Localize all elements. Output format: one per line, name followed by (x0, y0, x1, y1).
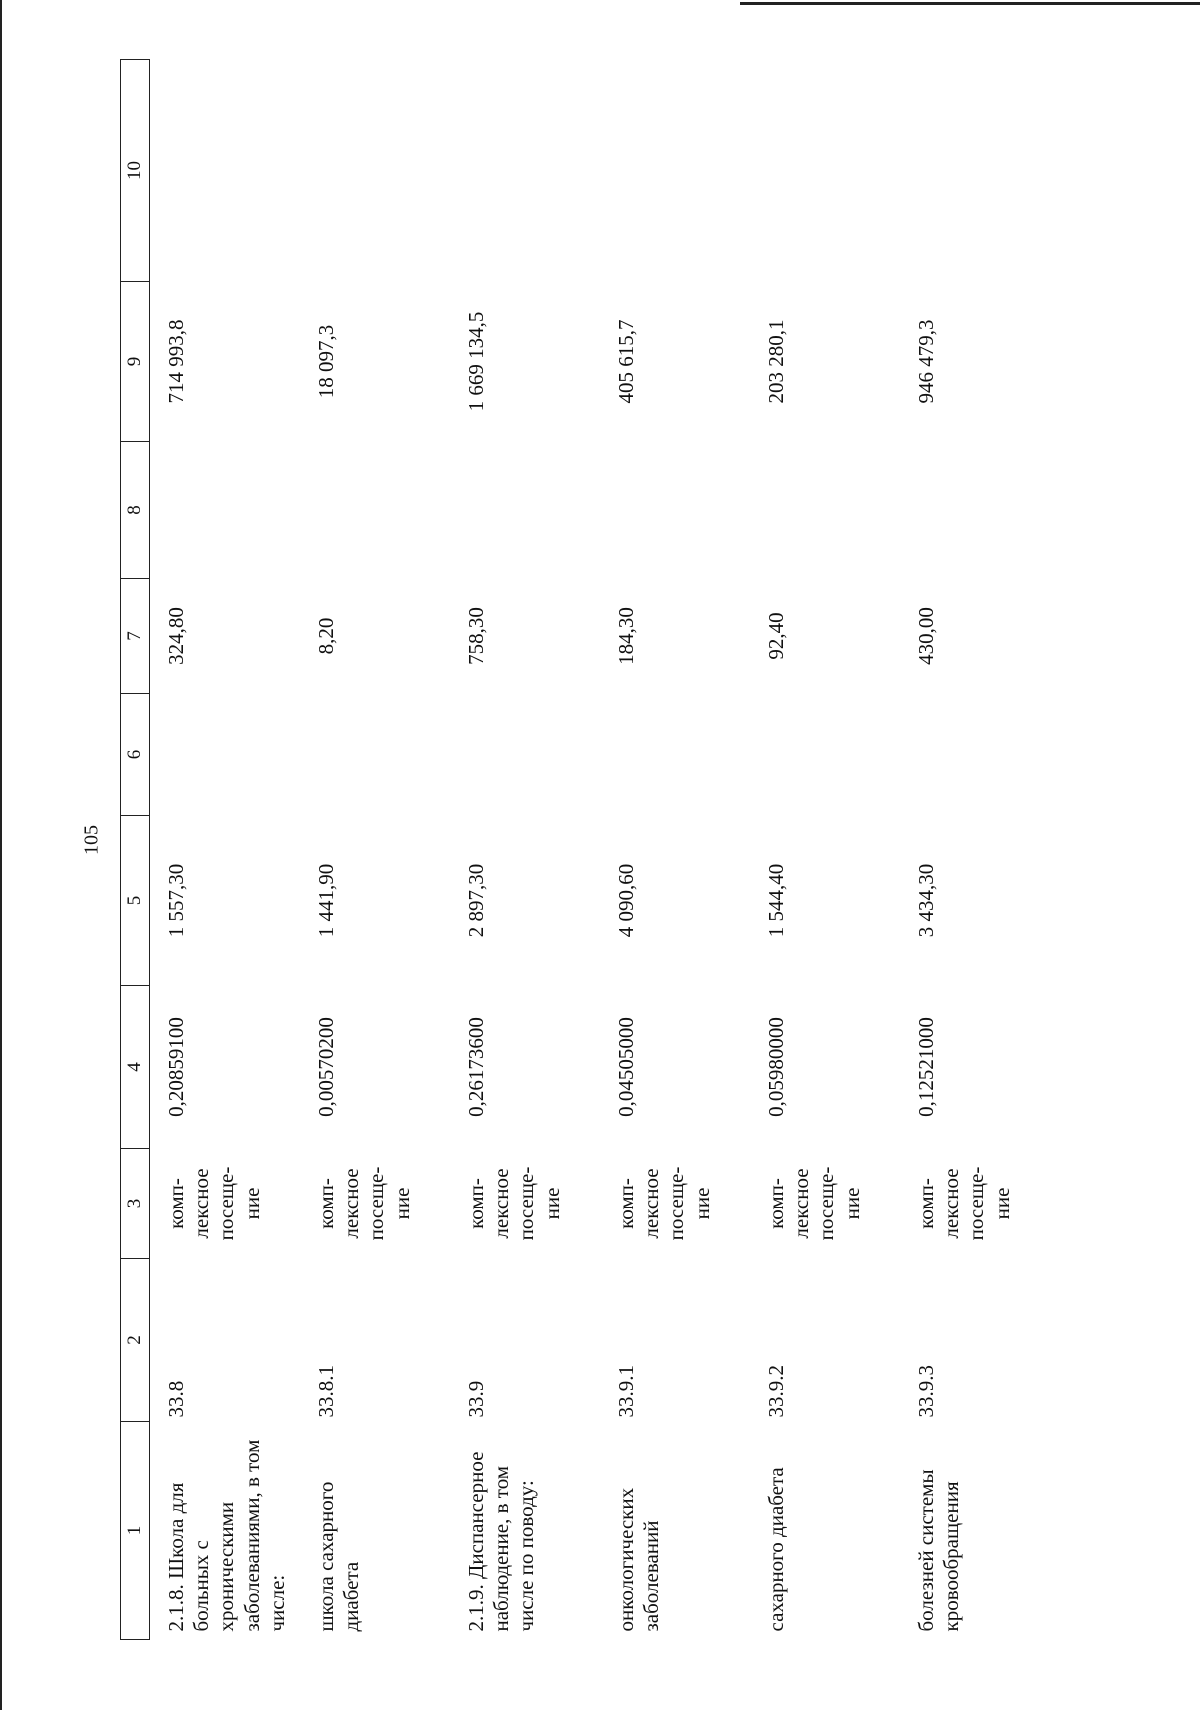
column-header-3: 3 (121, 1149, 150, 1259)
row-col7-value: 92,40 (764, 612, 788, 660)
scan-edge-mark-left (0, 0, 2, 1710)
column-header-10: 10 (121, 60, 150, 282)
table-header (121, 60, 150, 1640)
row-unit: комп-лексное посеще-ние (464, 1166, 564, 1241)
column-header-2: 2 (121, 1259, 150, 1422)
table-row (456, 60, 606, 1640)
row-col10-value (606, 60, 756, 282)
row-unit: комп-лексное посеще-ние (164, 1166, 264, 1241)
row-col9-value: 714 993,8 (164, 319, 188, 404)
data-table (120, 59, 1056, 1640)
row-col8-value (756, 442, 906, 579)
row-col8-value (150, 442, 307, 579)
row-col6-value (150, 694, 307, 816)
row-col10-value (306, 60, 456, 282)
header-row (121, 60, 150, 1640)
row-col9-value: 203 280,1 (764, 319, 788, 404)
table-row (306, 60, 456, 1640)
row-col7-value: 8,20 (314, 617, 338, 655)
row-col6-value (306, 694, 456, 816)
row-label: 2.1.8. Школа для больных с хроническими заболеваниями, в том числе: (164, 1439, 289, 1632)
row-code: 33.8.1 (314, 1365, 338, 1418)
row-unit: комп-лексное посеще-ние (914, 1166, 1014, 1241)
row-col7-value: 758,30 (464, 607, 488, 665)
row-col4-value: 0,20859100 (164, 1017, 188, 1117)
row-col5-value: 3 434,30 (914, 863, 938, 938)
row-code: 33.9 (464, 1380, 488, 1418)
row-col6-value (756, 694, 906, 816)
row-col4-value: 0,04505000 (614, 1017, 638, 1117)
column-header-6: 6 (121, 694, 150, 816)
row-col8-value (306, 442, 456, 579)
row-col4-value: 0,26173600 (464, 1017, 488, 1117)
row-col7-value: 430,00 (914, 607, 938, 665)
row-code: 33.8 (164, 1380, 188, 1418)
row-label: 2.1.9. Диспансерное наблюдение, в том числе по поводу: (464, 1451, 539, 1632)
row-unit: комп-лексное посеще-ние (614, 1166, 714, 1241)
row-label: болезней системы кровообращения (914, 1469, 964, 1632)
row-col6-value (456, 694, 606, 816)
row-label: школа сахарного диабета (314, 1481, 364, 1632)
table-body (150, 60, 1057, 1640)
scan-edge-mark-top-right (740, 2, 1200, 5)
row-col5-value: 1 544,40 (764, 863, 788, 938)
table-row (906, 60, 1056, 1640)
row-col8-value (456, 442, 606, 579)
row-col4-value: 0,12521000 (914, 1017, 938, 1117)
row-col5-value: 1 557,30 (164, 863, 188, 938)
row-col10-value (906, 60, 1056, 282)
table-row (756, 60, 906, 1640)
row-col5-value: 4 090,60 (614, 863, 638, 938)
row-unit: комп-лексное посеще-ние (314, 1166, 414, 1241)
row-col10-value (456, 60, 606, 282)
row-col10-value (756, 60, 906, 282)
row-code: 33.9.3 (914, 1365, 938, 1418)
row-col10-value (150, 60, 307, 282)
row-label: сахарного диабета (764, 1467, 788, 1632)
column-header-7: 7 (121, 579, 150, 694)
data-table-rotated (120, 60, 1025, 1640)
column-header-5: 5 (121, 816, 150, 986)
row-col6-value (606, 694, 756, 816)
column-header-9: 9 (121, 282, 150, 442)
column-header-1: 1 (121, 1422, 150, 1640)
column-header-4: 4 (121, 986, 150, 1149)
row-code: 33.9.1 (614, 1365, 638, 1418)
column-header-8: 8 (121, 442, 150, 579)
row-col9-value: 946 479,3 (914, 319, 938, 404)
row-col9-value: 18 097,3 (314, 324, 338, 399)
table-row (606, 60, 756, 1640)
row-col5-value: 1 441,90 (314, 863, 338, 938)
row-col4-value: 0,00570200 (314, 1017, 338, 1117)
row-code: 33.9.2 (764, 1365, 788, 1418)
table-row (150, 60, 307, 1640)
row-col4-value: 0,05980000 (764, 1017, 788, 1117)
row-col5-value: 2 897,30 (464, 863, 488, 938)
row-col7-value: 184,30 (614, 607, 638, 665)
row-col6-value (906, 694, 1056, 816)
row-unit: комп-лексное посеще-ние (764, 1166, 864, 1241)
row-col9-value: 405 615,7 (614, 319, 638, 404)
row-col9-value: 1 669 134,5 (464, 311, 488, 412)
row-label: онкологических заболеваний (614, 1487, 664, 1632)
page-number: 105 (80, 825, 103, 855)
row-col8-value (906, 442, 1056, 579)
row-col7-value: 324,80 (164, 607, 188, 665)
row-col8-value (606, 442, 756, 579)
